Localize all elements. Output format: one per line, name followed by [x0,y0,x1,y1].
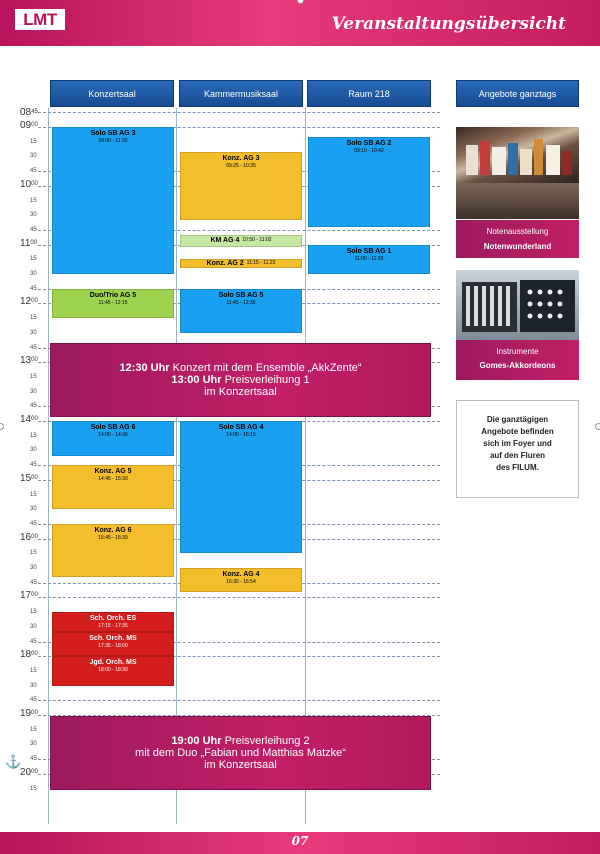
time-label [20,768,38,778]
event-name: Konz. AG 2 [206,259,244,267]
time-label [20,591,38,601]
time-minute: 00 [31,651,38,658]
time-label [20,121,38,131]
event-name: Solo SB AG 1 [346,247,392,255]
highlight-time: 12:30 Uhr [119,362,170,374]
sidebar-card-notenausstellung [456,220,579,258]
quarter-label: 15 [30,432,37,439]
event-block [180,421,302,553]
time-hour: 16 [20,531,32,543]
event-block [180,152,302,221]
time-hour: 12 [20,296,32,308]
event-block [52,289,174,318]
event-name: Sch. Orch. ES [89,615,137,623]
quarter-label: 45 [30,638,37,645]
event-name: Jgd. Orch. MS [89,659,137,667]
quarter-label: 15 [30,609,37,616]
highlight-text: Konzert mit dem Ensemble „AkkZente“ [169,362,362,374]
quarter-label: 30 [30,271,37,277]
time-minute: 00 [31,533,38,540]
event-name: Sch. Orch. MS [89,634,137,642]
event-name: Konz. AG 3 [222,154,260,162]
highlight-text: im Konzertsaal [204,759,277,771]
event-block [180,259,302,268]
quarter-label: 45 [30,756,37,763]
highlight-text: mit dem Duo „Fabian und Matthias Matzke“ [135,747,346,759]
time-label [20,180,38,190]
quarter-label: 45 [30,697,37,704]
time-minute: 00 [31,592,38,599]
quarter-label: 45 [30,285,37,292]
card-title: Gomes-Akkordeons [479,361,556,370]
quarter-label: 45 [30,520,37,527]
event-block [52,524,174,577]
event-block [52,127,174,274]
quarter-label: 45 [30,403,37,410]
gridline [38,700,440,701]
event-time: 14:45 - 15:30 [98,476,128,483]
gridline [38,112,440,113]
quarter-label: 45 [30,579,37,586]
time-minute: 45 [31,109,38,116]
time-minute: 00 [31,122,38,128]
highlight-text: Preisverleihung 1 [221,374,310,386]
time-label [20,108,38,118]
event-block [308,245,430,274]
event-time: 09:10 - 10:42 [354,147,384,154]
time-hour: 14 [20,414,32,425]
time-hour: 15 [20,472,32,484]
time-hour: 08 [20,107,32,119]
event-name: Solo SB AG 4 [218,424,264,431]
info-line: Die ganztägigen [486,415,549,424]
quarter-label: 15 [30,138,37,145]
event-time: 11:45 - 12:15 [98,299,128,306]
anchor-icon: ⚓ [5,754,22,769]
time-hour: 19 [20,708,32,719]
quarter-label: 30 [30,506,37,513]
quarter-label: 30 [30,388,37,395]
event-name: Duo/Trio AG 5 [89,291,137,299]
quarter-label: 30 [30,153,37,160]
column-header-konzertsaal: Konzertsaal [50,80,174,107]
event-name: Solo SB AG 6 [90,424,136,431]
quarter-label: 30 [30,741,37,748]
time-minute: 00 [31,298,38,305]
time-hour: 11 [20,237,31,249]
accordion-photo [456,270,579,340]
time-label [20,356,38,366]
highlight-text: Preisverleihung 2 [221,735,310,747]
quarter-label: 15 [30,726,37,733]
time-minute: 00 [30,239,38,246]
sheet-music-image [456,127,579,183]
quarter-label: 30 [30,623,37,630]
logo: LMT [15,9,65,30]
event-name: KM AG 4 [210,236,240,244]
event-time: 17:15 - 17:35 [98,623,128,630]
event-block [308,137,430,227]
sheet-music-photo [456,127,579,183]
accordion-image [456,270,579,340]
event-name: Solo SB AG 3 [90,130,136,137]
time-hour: 18 [20,649,32,661]
info-box [456,400,579,498]
quarter-label: 30 [30,329,37,336]
quarter-label: 45 [30,344,37,351]
quarter-label: 45 [30,462,37,469]
card-title: Notenwunderland [483,242,552,251]
time-minute: 00 [31,710,38,716]
time-minute: 00 [31,357,38,364]
quarter-label: 15 [30,256,37,263]
time-minute: 00 [31,180,38,187]
quarter-label: 15 [30,491,37,498]
event-block [180,235,302,247]
event-time: 09:25 - 10:35 [226,162,256,169]
quarter-label: 30 [30,212,37,219]
event-name: Konz. AG 6 [94,526,132,534]
event-time: 15:45 - 16:39 [98,534,128,541]
quarter-label: 30 [30,447,37,454]
event-name: Solo SB AG 2 [346,139,392,147]
time-label [20,533,38,543]
info-line: sich im Foyer und [483,439,552,448]
event-block [180,568,302,592]
page-number: 07 [291,834,309,848]
time-label [20,709,38,719]
event-name: Konz. AG 4 [222,571,260,578]
event-block [52,465,174,509]
event-time: 09:00 - 11:30 [98,138,128,144]
quarter-label: 15 [30,373,37,380]
highlight-time: 13:00 Uhr [171,374,222,386]
quarter-label: 30 [30,682,37,689]
time-minute: 00 [31,416,38,422]
highlight-award [50,716,431,790]
event-time: 18:00 - 18:30 [98,667,128,674]
info-line: Angebote befinden [481,427,554,436]
time-hour: 09 [20,120,32,131]
event-time: 17:35 - 18:00 [98,642,128,649]
quarter-label: 45 [30,168,37,175]
quarter-label: 15 [30,197,37,204]
time-label [20,650,38,660]
sheet-music-photo-lower [456,183,579,219]
quarter-label: 45 [30,226,37,233]
highlight-text: im Konzertsaal [204,386,277,398]
time-label [20,239,37,249]
time-hour: 10 [20,178,32,190]
event-time: 10:50 - 11:02 [242,237,272,244]
event-time: 14:00 - 14:36 [98,432,128,438]
card-caption: Notenausstellung [486,227,549,236]
pin-icon [595,423,600,430]
card-caption: Instrumente [496,347,539,356]
quarter-label: 15 [30,550,37,557]
info-line: auf den Fluren [489,451,546,460]
event-time: 11:15 - 11:23 [246,260,276,267]
time-minute: 00 [31,768,38,775]
event-block [52,632,174,657]
quarter-label: 15 [30,785,37,792]
highlight-concert [50,343,431,417]
event-time: 11:00 - 11:30 [354,255,384,262]
gridline [38,597,440,598]
event-time: 14:00 - 16:15 [226,432,256,438]
time-hour: 20 [20,766,32,778]
time-hour: 13 [20,355,32,367]
column-header-raum-218: Raum 218 [307,80,431,107]
time-label [20,297,38,307]
sidebar-card-akkordeons [456,340,579,380]
pin-icon [0,423,4,430]
event-time: 16:30 - 16:54 [226,579,256,585]
header-bar [0,0,600,46]
event-time: 11:45 - 12:30 [226,299,256,306]
column-header-kammermusiksaal: Kammermusiksaal [179,80,303,107]
time-label [20,415,38,425]
highlight-time: 19:00 Uhr [171,735,222,747]
info-line: des FILUM. [496,463,539,472]
event-block [52,421,174,456]
time-label [20,474,38,484]
time-hour: 17 [20,590,32,602]
quarter-label: 15 [30,315,37,322]
event-block [52,656,174,685]
column-header-ganztags: Angebote ganztags [456,80,579,107]
page-title: Veranstaltungsübersicht [331,14,566,34]
quarter-label: 30 [30,565,37,571]
time-minute: 00 [31,474,38,481]
quarter-label: 15 [30,667,37,674]
event-name: Konz. AG 5 [94,468,132,476]
event-block [52,612,174,632]
event-block [180,289,302,333]
event-name: Solo SB AG 5 [218,291,264,299]
